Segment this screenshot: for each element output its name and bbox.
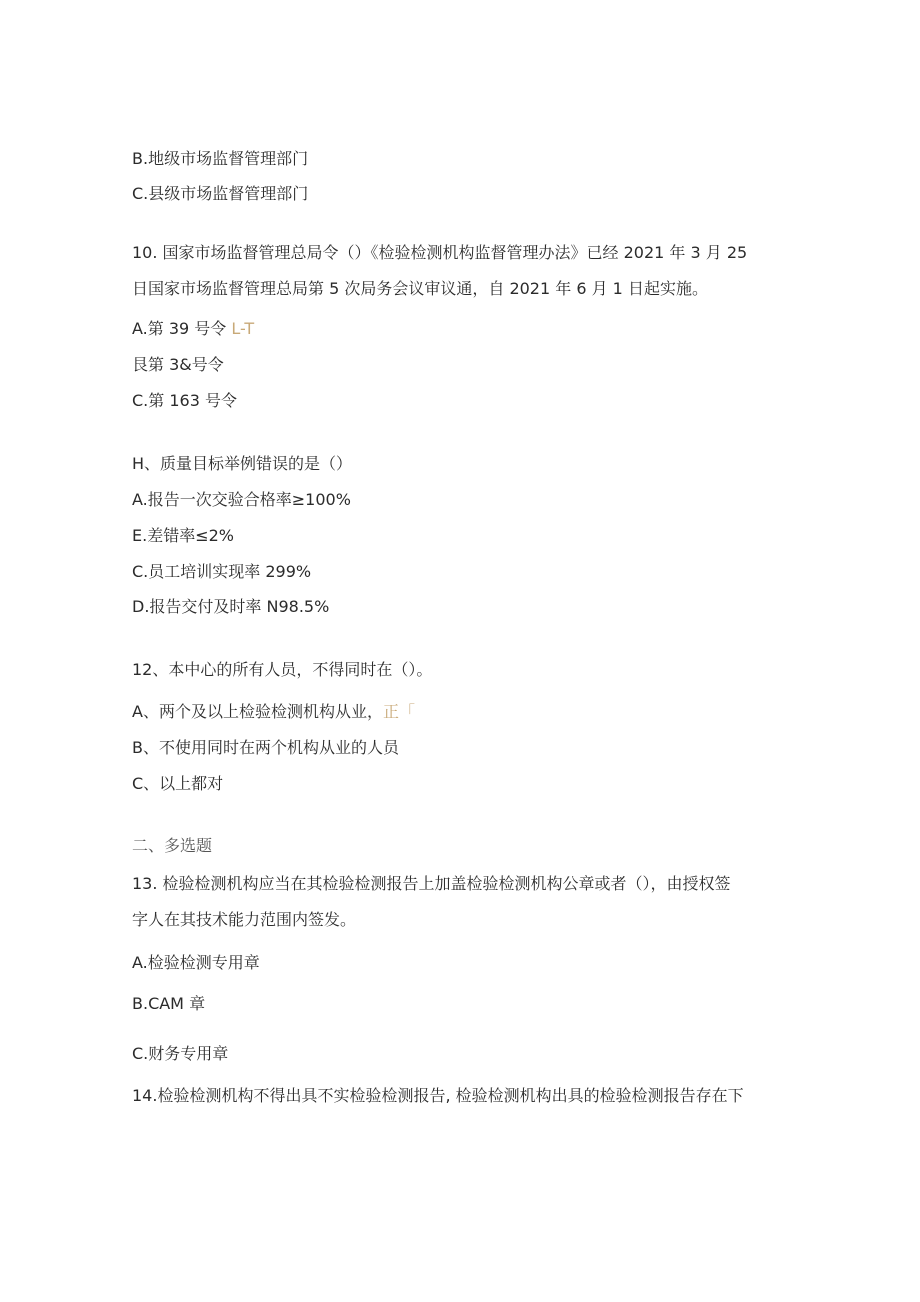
q12-option-a [132,701,415,723]
q11-option-a: A.报告一次交验合格率≥100% [132,490,351,509]
q11-option-c: C.员工培训实现率 299% [132,562,312,581]
q10-option-c: C.第 163 号令 [132,391,237,410]
q10-option-a-text: A.第 39 号令 [132,319,232,338]
q13-option-b: B.CAM 章 [132,994,206,1013]
q12-stem: 12、本中心的所有人员，不得同时在（）。 [132,660,433,679]
section-title-multiple-choice: 二、多选题 [132,836,213,855]
q13-stem-line1: 13. 检验检测机构应当在其检验检测报告上加盖检验检测机构公章或者（），由授权签 [132,874,731,893]
q10-option-a [132,318,254,340]
q10-stem-line1: 10. 国家市场监督管理总局令（）《检验检测机构监督管理办法》已经 2021 年 3 月 25 [132,243,748,262]
q14-stem-line1: 14.检验检测机构不得出具不实检验检测报告, 检验检测机构出具的检验检测报告存在下 [132,1086,744,1105]
q9-option-b: B.地级市场监督管理部门 [132,149,309,168]
q10-option-a-mark: L-T [231,319,255,338]
q13-option-a: A.检验检测专用章 [132,953,260,972]
q10-option-b: 艮第 3&号令 [132,355,224,374]
q13-stem-line2: 字人在其技术能力范围内签发。 [132,910,357,929]
q12-option-a-mark: 正「 [382,702,415,721]
q12-option-a-text: A、两个及以上检验检测机构从业， [132,702,383,721]
q9-option-c: C.县级市场监督管理部门 [132,184,309,203]
q12-option-b: B、不使用同时在两个机构从业的人员 [132,738,399,757]
q12-option-c: C、以上都对 [132,774,224,793]
q11-option-b: E.差错率≤2% [132,526,234,545]
q10-stem-line2: 日国家市场监督管理总局第 5 次局务会议审议通，自 2021 年 6 月 1 日起实施。 [132,279,708,298]
q11-option-d: D.报告交付及时率 N98.5% [132,597,330,616]
q13-option-c: C.财务专用章 [132,1044,229,1063]
q11-stem: H、质量目标举例错误的是（） [132,454,353,473]
